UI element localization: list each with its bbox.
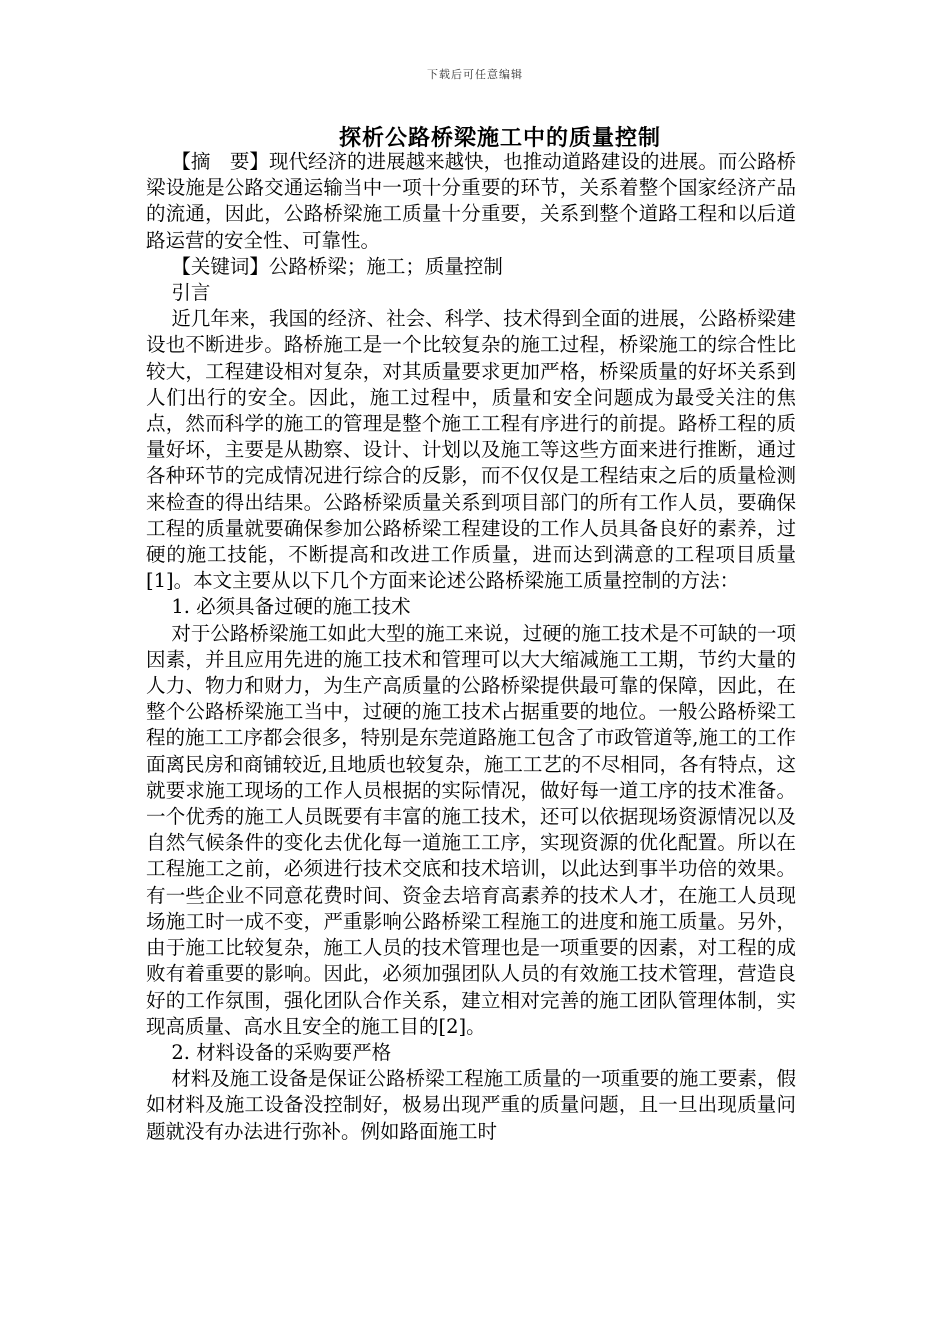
- section-1-paragraph: 对于公路桥梁施工如此大型的施工来说，过硬的施工技术是不可缺的一项因素，并且应用先进的施工技术和管理可以大大缩减施工工期，节约大量的人力、物力和财力，为生产高质量的公路桥梁提供最可靠的保障，因此，在整个公路桥梁施工当中，过硬的施工技术占据重要的地位。一般公路桥梁工程的施工工序都会很多，特别是东莞道路施工包含了市政管道等,施工的工作面离民房和商铺较近,且地质也较复杂，施工工艺的不尽相同，各有特点，这就要求施工现场的工作人员根据的实际情况，做好每一道工序的技术准备。一个优秀的施工人员既要有丰富的施工技术，还可以依据现场资源情况以及自然气候条件的变化去优化每一道施工工序，实现资源的优化配置。所以在工程施工之前，必须进行技术交底和技术培训，以此达到事半功倍的效果。有一些企业不同意花费时间、资金去培育高素养的技术人才，在施工人员现场施工时一成不变，严重影响公路桥梁工程施工的进度和施工质量。另外，由于施工比较复杂，施工人员的技术管理也是一项重要的因素，对工程的成败有着重要的影响。因此，必须加强团队人员的有效施工技术管理，营造良好的工作氛围，强化团队合作关系，建立相对完善的施工团队管理体制，实现高质量、高水且安全的施工目的[2]。: [146, 621, 796, 1038]
- section-2-paragraph: 材料及施工设备是保证公路桥梁工程施工质量的一项重要的施工要素，假如材料及施工设备没控制好，极易出现严重的质量问题，且一旦出现质量问题就没有办法进行弥补。例如路面施工时: [146, 1067, 796, 1143]
- intro-paragraph: 近几年来，我国的经济、社会、科学、技术得到全面的进展，公路桥梁建设也不断进步。路桥施工是一个比较复杂的施工过程，桥梁施工的综合性比较大，工程建设相对复杂，对其质量要求更加严格，桥梁质量的好坏关系到人们出行的安全。因此，施工过程中，质量和安全问题成为最受关注的焦点，然而科学的施工的管理是整个施工工程有序进行的前提。路桥工程的质量好坏，主要是从勘察、设计、计划以及施工等这些方面来进行推断，通过各种环节的完成情况进行综合的反影，而不仅仅是工程结束之后的质量检测来检查的得出结果。公路桥梁质量关系到项目部门的所有工作人员，要确保工程的质量就要确保参加公路桥梁工程建设的工作人员具备良好的素养，过硬的施工技能，不断提高和改进工作质量，进而达到满意的工程项目质量[1]。本文主要从以下几个方面来论述公路桥梁施工质量控制的方法：: [146, 307, 796, 593]
- section-1-heading: 1. 必须具备过硬的施工技术: [171, 595, 411, 619]
- abstract-paragraph: 【摘 要】现代经济的进展越来越快，也推动道路建设的进展。而公路桥梁设施是公路交通运输当中一项十分重要的环节，关系着整个国家经济产品的流通，因此，公路桥梁施工质量十分重要，关系到整个道路工程和以后道路运营的安全性、可靠性。: [146, 150, 796, 252]
- section-2-heading: 2. 材料设备的采购要严格: [171, 1040, 392, 1064]
- page-header-note: 下载后可任意编辑: [427, 68, 523, 81]
- intro-heading: 引言: [171, 281, 211, 305]
- document-body: [146, 149, 796, 1145]
- document-title: 探析公路桥梁施工中的质量控制: [338, 125, 661, 151]
- keywords-line: 【关键词】公路桥梁；施工；质量控制: [171, 254, 503, 278]
